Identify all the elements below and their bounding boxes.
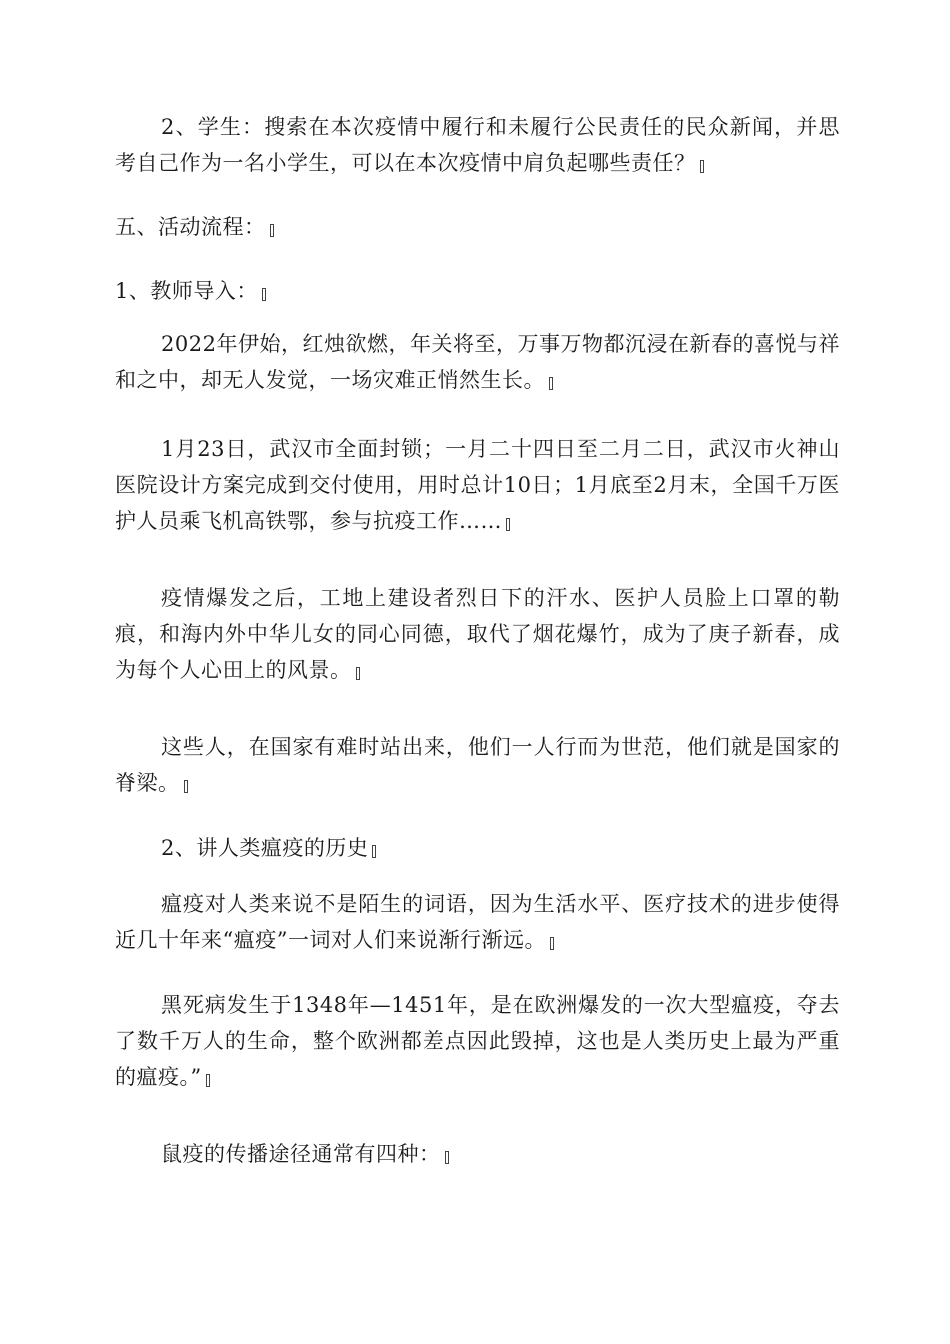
paragraph-backbone bbox=[115, 729, 840, 801]
paragraph-plague-intro bbox=[115, 886, 840, 958]
paragraph-transmission bbox=[115, 1136, 840, 1172]
heading-activity-process bbox=[115, 209, 840, 245]
paragraph-new-year bbox=[115, 326, 840, 398]
paragraph-text: 2022年伊始，红烛欲燃，年关将至，万事万物都沉浸在新春的喜悦与祥和之中，却无人发觉，一场灾难正悄然生长。 bbox=[115, 332, 840, 392]
paragraph-text: 黑死病发生于1348年—1451年，是在欧洲爆发的一次大型瘟疫，夺去了数千万人的生命，整个欧洲都差点因此毁掉，这也是人类历史上最为严重的瘟疫。” bbox=[115, 993, 840, 1089]
paragraph-student-task bbox=[115, 109, 840, 181]
paragraph-text: 1月23日，武汉市全面封锁；一月二十四日至二月二日，武汉市火神山医院设计方案完成到交付使用，用时总计10日；1月底至2月末，全国千万医护人员乘飞机高铁鄂，参与抗疫工作…… bbox=[115, 437, 840, 533]
paragraph-wuhan-lockdown bbox=[115, 431, 840, 539]
paragraph-text: 疫情爆发之后，工地上建设者烈日下的汗水、医护人员脸上口罩的勒痕，和海内外中华儿女的同心同德，取代了烟花爆竹，成为了庚子新春，成为每个人心田上的风景。 bbox=[115, 586, 840, 682]
heading-text: 2、讲人类瘟疫的历史 bbox=[161, 836, 369, 860]
paragraph-text: 这些人，在国家有难时站出来，他们一人行而为世范，他们就是国家的脊梁。 bbox=[115, 735, 840, 795]
paragraph-mark-icon bbox=[206, 1074, 210, 1087]
paragraph-after-outbreak bbox=[115, 580, 840, 688]
paragraph-mark-icon bbox=[270, 224, 274, 237]
paragraph-mark-icon bbox=[549, 377, 553, 390]
paragraph-mark-icon bbox=[445, 1151, 449, 1164]
paragraph-black-death bbox=[115, 987, 840, 1095]
paragraph-text: 瘟疫对人类来说不是陌生的词语，因为生活水平、医疗技术的进步使得近几十年来“瘟疫”一词对人们来说渐行渐远。 bbox=[115, 892, 840, 952]
paragraph-mark-icon bbox=[372, 845, 376, 858]
paragraph-mark-icon bbox=[184, 780, 188, 793]
heading-text: 1、教师导入： bbox=[115, 279, 258, 303]
paragraph-mark-icon bbox=[700, 160, 704, 173]
paragraph-mark-icon bbox=[550, 937, 554, 950]
heading-plague-history bbox=[115, 830, 840, 866]
paragraph-mark-icon bbox=[506, 518, 510, 531]
heading-teacher-intro bbox=[115, 273, 840, 309]
paragraph-text: 鼠疫的传播途径通常有四种： bbox=[161, 1142, 441, 1166]
paragraph-mark-icon bbox=[262, 288, 266, 301]
paragraph-text: 2、学生：搜索在本次疫情中履行和未履行公民责任的民众新闻，并思考自己作为一名小学生，可以在本次疫情中肩负起哪些责任？ bbox=[115, 115, 840, 175]
paragraph-mark-icon bbox=[356, 667, 360, 680]
heading-text: 五、活动流程： bbox=[115, 215, 266, 239]
